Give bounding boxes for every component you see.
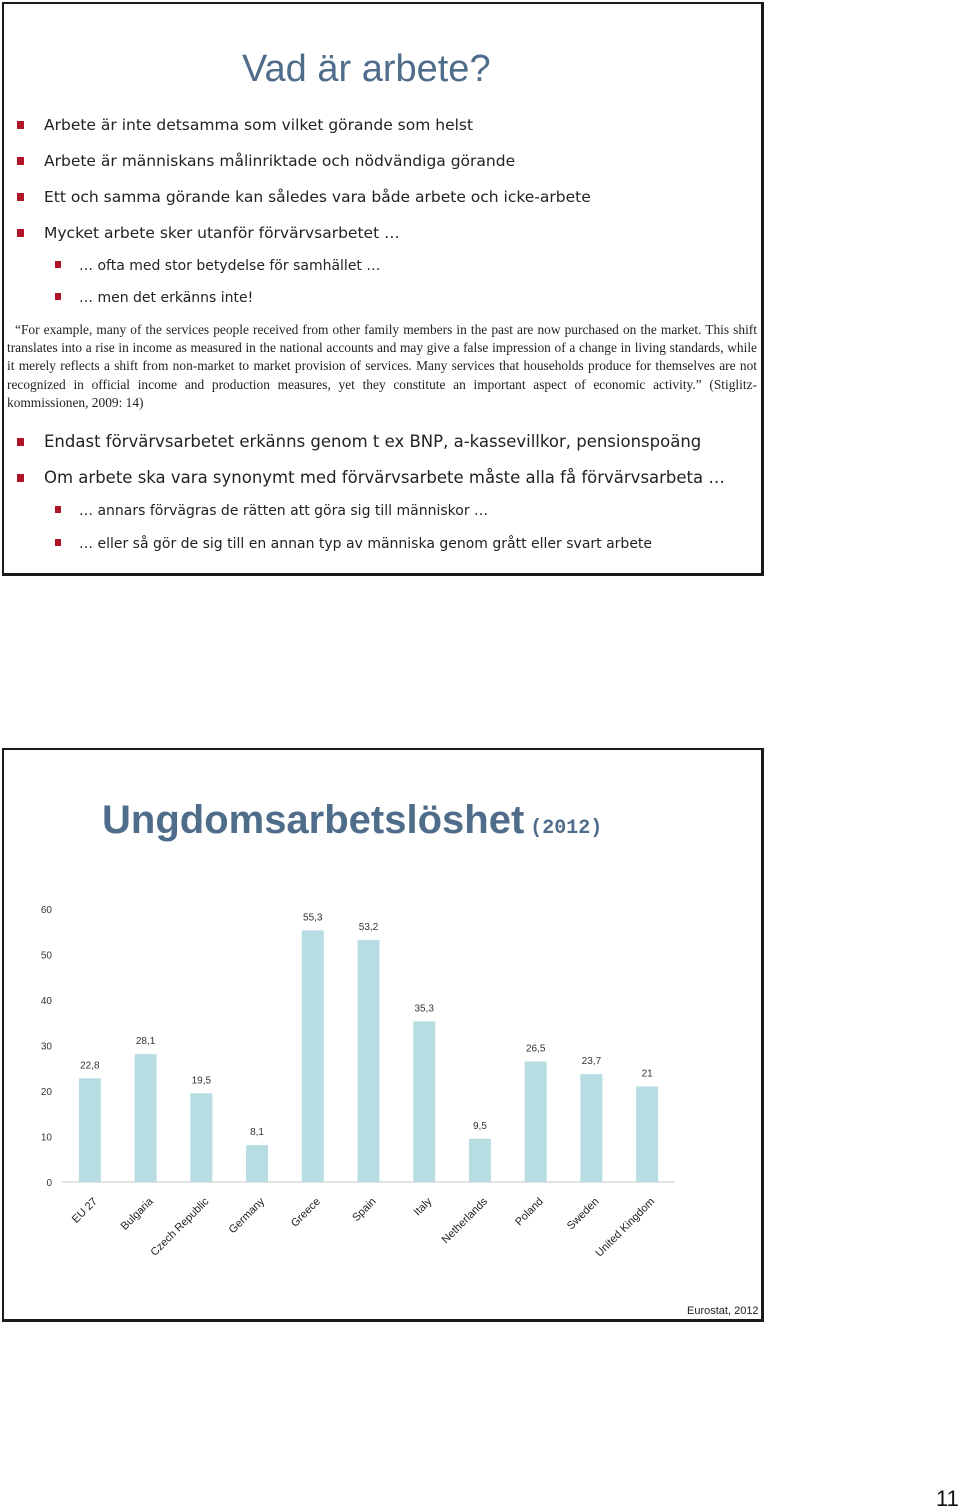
bullet-4-text: Mycket arbete sker utanför förvärvsarbetet … <box>44 224 400 242</box>
bullet-3-text: Ett och samma görande kan således vara både arbete och icke-arbete <box>44 188 591 206</box>
value-label: 22,8 <box>80 1060 100 1072</box>
bar-eu-27 <box>79 1078 101 1182</box>
bar-greece <box>302 930 324 1182</box>
y-tick-label: 10 <box>40 1132 52 1144</box>
bar-czech-republic <box>190 1093 212 1182</box>
value-label: 23,7 <box>581 1056 602 1068</box>
value-label: 28,1 <box>135 1036 156 1048</box>
bars <box>79 930 658 1182</box>
value-label: 21 <box>641 1068 653 1080</box>
y-tick-labels <box>41 905 53 1189</box>
bar-sweden <box>580 1074 602 1182</box>
x-tick-label: United Kingdom <box>593 1195 658 1260</box>
value-label: 8,1 <box>250 1127 264 1139</box>
x-tick-label: Italy <box>411 1195 435 1219</box>
value-label: 53,2 <box>358 921 379 933</box>
x-tick-label: Netherlands <box>439 1195 491 1247</box>
slide2-title-text: Ungdomsarbetslöshet <box>102 798 525 842</box>
x-tick-label: Sweden <box>564 1195 602 1233</box>
x-tick-label: Greece <box>288 1195 323 1230</box>
bar-italy <box>413 1021 435 1182</box>
sub-bullet-3-text: … annars förvägras de rätten att göra sig till människor … <box>79 503 489 519</box>
y-tick-label: 20 <box>40 1087 52 1098</box>
x-tick-label: Czech Republic <box>148 1195 212 1259</box>
y-tick-label: 60 <box>40 905 52 916</box>
y-tick-label: 40 <box>40 996 52 1007</box>
bar-united-kingdom <box>636 1086 658 1182</box>
bar-bulgaria <box>135 1054 157 1182</box>
bullet-6-text: Om arbete ska vara synonymt med förvärvsarbete måste alla få förvärvsarbeta … <box>44 468 725 487</box>
bar-germany <box>246 1145 268 1182</box>
value-label: 9,5 <box>473 1120 487 1132</box>
bullet-2-text: Arbete är människans målinriktade och nödvändiga görande <box>44 152 516 170</box>
value-label: 19,5 <box>191 1075 212 1087</box>
bullet-5-text: Endast förvärvsarbetet erkänns genom t ex BNP, a-kassevillkor, pensionspoäng <box>44 432 702 451</box>
source-note: Eurostat, 2012 <box>687 1305 759 1317</box>
y-tick-label: 50 <box>40 950 52 962</box>
sub-bullet-4-text: … eller så gör de sig till en annan typ av människa genom grått eller svart arbete <box>79 536 653 552</box>
stiglitz-quote-text: “For example, many of the services people received from other family members in the past are now purchased on the market. This shift translates into a rise in income as measured in the national accounts and may give a false impression of a change in living standards, while it merely reflects a shift from non-market to market provision of services. Many services that households produce for themselves are not recognized in official income and production measures, yet they constitute an important aspect of economic activity.” (Stiglitz-kommissionen, 2009: 14) <box>7 322 757 410</box>
x-tick-label: Spain <box>350 1195 379 1225</box>
sub-bullet-1-text: … ofta med stor betydelse för samhället … <box>79 258 381 274</box>
bullet-1-text: Arbete är inte detsamma som vilket görande som helst <box>44 116 474 134</box>
slide2-title-year: (2012) <box>530 817 603 840</box>
sub-bullet-2-text: … men det erkänns inte! <box>79 290 254 306</box>
slide1-title: Vad är arbete? <box>242 48 491 90</box>
bar-poland <box>525 1061 547 1182</box>
value-label: 55,3 <box>303 912 323 924</box>
x-tick-labels <box>70 1195 657 1259</box>
x-tick-label: EU 27 <box>69 1195 100 1226</box>
y-tick-label: 0 <box>46 1178 52 1189</box>
value-label: 26,5 <box>525 1043 546 1055</box>
y-tick-label: 30 <box>40 1041 52 1053</box>
x-tick-label: Germany <box>226 1195 268 1237</box>
x-tick-label: Poland <box>513 1195 546 1229</box>
bar-netherlands <box>469 1139 491 1182</box>
page-number: 11 <box>936 1486 959 1511</box>
x-tick-label: Bulgaria <box>118 1195 156 1233</box>
value-label: 35,3 <box>414 1003 434 1015</box>
bar-spain <box>358 940 380 1182</box>
